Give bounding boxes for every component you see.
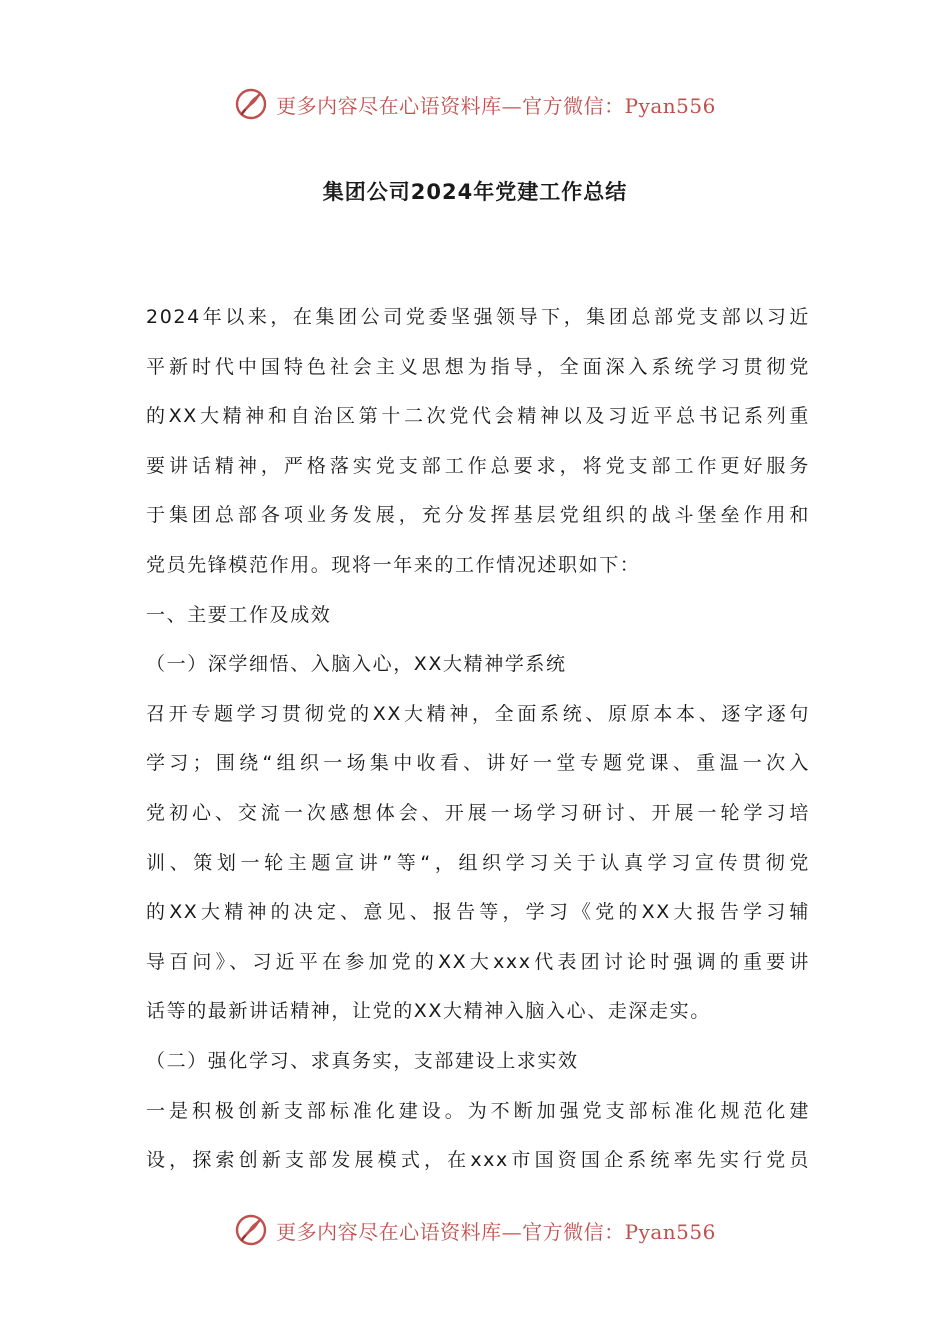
body-line: 学习；围绕“组织一场集中收看、讲好一堂专题党课、重温一次入: [146, 752, 810, 775]
body-line: 一是积极创新支部标准化建设。为不断加强党支部标准化规范化建: [146, 1099, 810, 1122]
footer-watermark: [0, 1208, 950, 1252]
subsection-heading: （一）深学细悟、入脑入心，XX大精神学系统: [146, 653, 567, 676]
body-line: 设，探索创新支部发展模式，在xxx市国资国企系统率先实行党员: [146, 1149, 810, 1172]
section-heading: 一、主要工作及成效: [146, 603, 332, 626]
quill-logo-icon: [234, 87, 268, 121]
body-line: 党员先锋模范作用。现将一年来的工作情况述职如下：: [146, 553, 641, 576]
body-line: 的XX大精神的决定、意见、报告等，学习《党的XX大报告学习辅: [146, 901, 810, 924]
watermark-text: 更多内容尽在心语资料库—官方微信：Pyan556: [276, 93, 716, 118]
body-line: 的XX大精神和自治区第十二次党代会精神以及习近平总书记系列重: [146, 405, 810, 428]
body-line: 平新时代中国特色社会主义思想为指导，全面深入系统学习贯彻党: [146, 355, 810, 378]
quill-logo-icon: [234, 1213, 268, 1247]
body-line: 于集团总部各项业务发展，充分发挥基层党组织的战斗堡垒作用和: [146, 504, 810, 527]
body-line: 训、策划一轮主题宣讲”等“，组织学习关于认真学习宣传贯彻党: [146, 851, 810, 874]
document-body: [146, 293, 810, 1186]
header-watermark: [0, 82, 950, 126]
subsection-heading: （二）强化学习、求真务实，支部建设上求实效: [146, 1049, 579, 1072]
body-line: 2024年以来，在集团公司党委坚强领导下，集团总部党支部以习近: [146, 306, 810, 328]
document-title: 集团公司2024年党建工作总结: [322, 180, 628, 204]
body-line: 导百问》、习近平在参加党的XX大xxx代表团讨论时强调的重要讲: [146, 950, 810, 973]
body-line: 话等的最新讲话精神，让党的XX大精神入脑入心、走深走实。: [146, 1000, 711, 1023]
body-line: 召开专题学习贯彻党的XX大精神，全面系统、原原本本、逐字逐句: [146, 702, 810, 725]
watermark-text: 更多内容尽在心语资料库—官方微信：Pyan556: [276, 1219, 716, 1244]
body-line: 要讲话精神，严格落实党支部工作总要求，将党支部工作更好服务: [146, 454, 810, 477]
body-line: 党初心、交流一次感想体会、开展一场学习研讨、开展一轮学习培: [146, 801, 810, 824]
